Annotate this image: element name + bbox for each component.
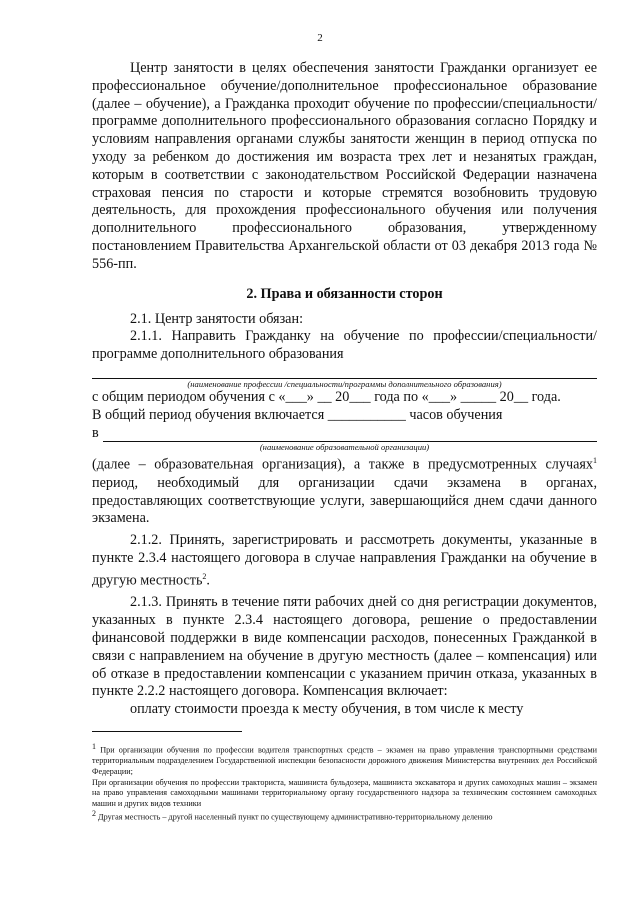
profession-blank-line [92,364,597,379]
org-blank-line [103,427,597,442]
footnote-2-text: Другая местность – другой населенный пункт по существующему административно-территориальному делению [98,813,493,823]
after-org-text: (далее – образовательная организация), а также в предусмотренных случаях [92,457,593,474]
footnote-separator [92,731,242,732]
footnote-1a-text: При организации обучения по профессии водителя транспортных средств – экзамен на право управления транспортными средствами территориальным подразделением Государственной инспекции безопасности дорожного движения Министерства внутренних дел Российской Федерации; [92,745,598,776]
after-org-text-rest: период, необходимый для организации сдачи экзамена в органах, предоставляющих соответствующие услуги, завершающийся днем сдачи данного экзамена. [92,474,597,527]
item-2-1-3: 2.1.3. Принять в течение пяти рабочих дней со дня регистрации документов, указанных в пункте 2.3.4 настоящего договора, решение о предоставлении финансовой поддержки в виде компенсации расходов, понесенных Гражданкой в связи с направлением на обучение в другую местность (далее – компенсация) или об отказе в предоставлении компенсации с указанием причин отказа, указанных в пункте 2.2.2 настоящего договора. Компенсация включает: [92,594,597,700]
item-2-1: 2.1. Центр занятости обязан: [130,310,304,327]
page-number: 2 [317,32,323,44]
footnote-2 [92,809,597,823]
profession-caption: (наименование профессии /специальности/программы дополнительного образования) [187,378,502,389]
footnotes [92,731,597,824]
hours-line: В общий период обучения включается ___________ часов обучения [92,406,503,423]
period-line: с общим периодом обучения с «___» __ 20___ года по «___» _____ 20__ года. [92,388,561,405]
item-2-1-2-end: . [206,572,210,589]
footnote-ref-1: 1 [593,456,597,466]
payment-paragraph: оплату стоимости проезда к месту обучения, в том числе к месту [130,701,524,718]
org-prefix: в [92,424,99,441]
item-2-1-1: 2.1.1. Направить Гражданку на обучение по профессии/специальности/программе дополнительного образования [92,328,597,363]
footnote-2-mark: 2 [92,809,96,819]
item-2-1-2 [92,532,597,590]
footnote-1-mark: 1 [92,742,96,751]
footnote-ref-2: 2 [202,571,207,581]
org-line [92,425,597,443]
after-org-paragraph [92,452,597,528]
section-heading: 2. Права и обязанности сторон [246,285,443,302]
footnote-1b: При организации обучения по профессии тракториста, машиниста бульдозера, машиниста экскаватора и других самоходных машин – экзамен на право управления самоходными машинами территориальному органу государственного надзора за техническим состоянием самоходных машин и других видов техники [92,777,597,808]
org-caption: (наименование образовательной организации) [259,442,430,453]
footnote-1a [92,742,597,778]
document-body [92,60,597,719]
intro-paragraph: Центр занятости в целях обеспечения занятости Гражданки организует ее профессиональное обучение/дополнительное профессиональное образование (далее – обучение), а Гражданка проходит обучение по профессии/специальности/программе дополнительного профессионального образования согласно Порядку и условиям направления органами службы занятости женщин в период отпуска по уходу за ребенком до достижения им возраста трех лет и незанятых граждан, которым в соответствии с законодательством Российской Федерации назначена страховая пенсия по старости и которые стремятся возобновить трудовую деятельность, для прохождения профессионального обучения или получения дополнительного профессионального образования, утвержденному постановлением Правительства Архангельской области от 03 декабря 2013 года № 556-пп. [92,60,597,272]
item-2-1-2-text: 2.1.2. Принять, зарегистрировать и рассмотреть документы, указанные в пункте 2.3.4 настоящего договора в случае направления Гражданки на обучение в другую местность [92,532,597,589]
